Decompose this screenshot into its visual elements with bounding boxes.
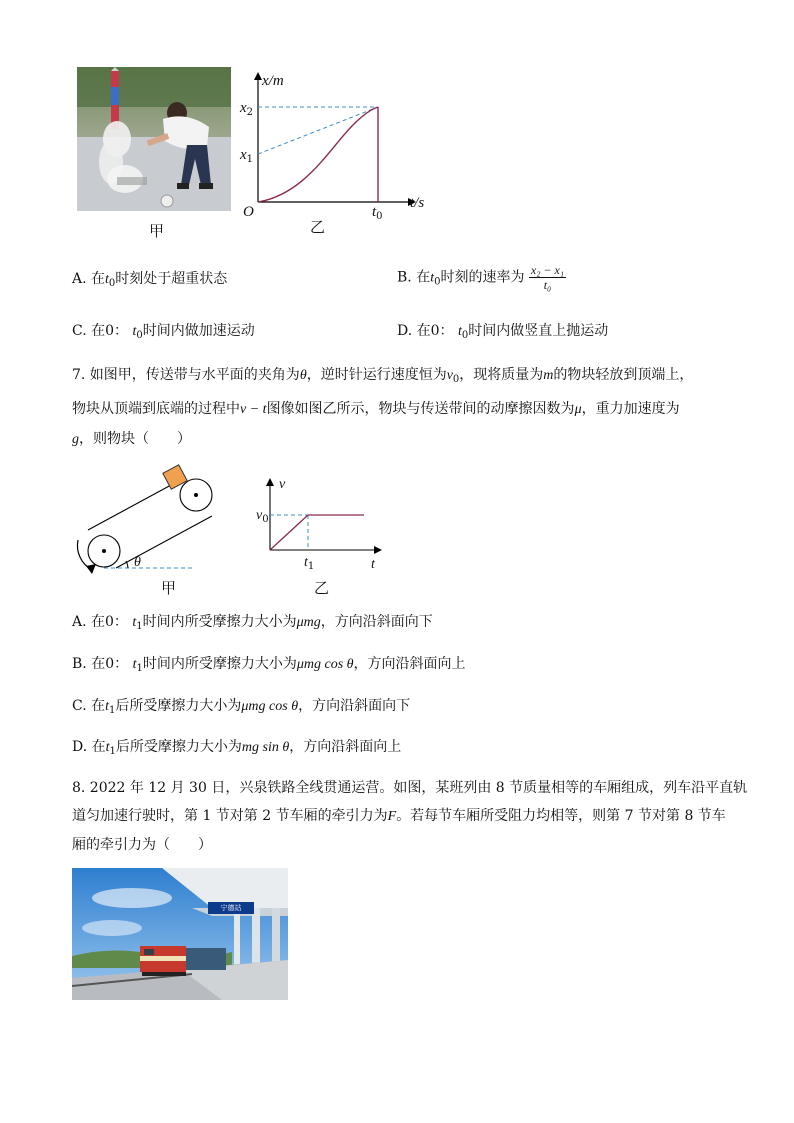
q6-option-b[interactable]: B. 在$t_0$时刻的速率为 $\frac{\text{x₂ − x₁}}{\text{t₀}}$ bbox=[397, 263, 565, 292]
q7-stem-line2: 物块从顶端到底端的过程中v − t图像如图乙所示，物块与传送带间的动摩擦因数为μ，重力加速度为 bbox=[72, 401, 680, 417]
conveyor-belt-diagram bbox=[66, 460, 226, 580]
q8-stem-line1: 8. 2022 年 12 月 30 日，兴泉铁路全线贯通运营。如图，某班列由 8 节质量相等的车厢组成，列车沿平直轨 bbox=[72, 780, 748, 796]
q6-option-d[interactable]: D. 在0： $t_0$时间内做竖直上抛运动 bbox=[397, 323, 609, 341]
q6-option-a[interactable]: A. 在$t_0$时刻处于超重状态 bbox=[72, 271, 228, 289]
q7-option-b[interactable]: B. 在0： $t_1$时间内所受摩擦力大小为μmg cos θ，方向沿斜面向上 bbox=[72, 656, 466, 674]
q7-fig-yi-caption: 乙 bbox=[314, 579, 330, 597]
q7-stem-line1: 7. 如图甲，传送带与水平面的夹角为θ，逆时针运行速度恒为$v_0$，现将质量为m的物块轻放到顶端上， bbox=[72, 367, 694, 385]
q8-stem-line3: 厢的牵引力为（ ） bbox=[72, 837, 212, 853]
q7-option-c[interactable]: C. 在$t_1$后所受摩擦力大小为μmg cos θ，方向沿斜面向下 bbox=[72, 698, 411, 716]
q8-stem-line2: 道匀加速行驶时，第 1 节对第 2 节车厢的牵引力为F。若每节车厢所受阻力均相等，则第 7 节对第 8 节车 bbox=[72, 808, 726, 824]
q7-option-a[interactable]: A. 在0： $t_1$时间内所受摩擦力大小为μmg，方向沿斜面向下 bbox=[72, 614, 433, 632]
q6-option-c[interactable]: C. 在0： $t_0$时间内做加速运动 bbox=[72, 323, 255, 341]
q6-t0-label: $t_0$ bbox=[372, 204, 383, 222]
q7-stem-line3: g，则物块（ ） bbox=[72, 431, 191, 447]
q7-graph-t-label: t bbox=[371, 557, 375, 572]
q6-y-axis-label: x/m bbox=[262, 73, 284, 89]
q6-x1-label: $x_1$ bbox=[240, 147, 254, 165]
q6-x2-label: $x_2$ bbox=[240, 100, 254, 118]
q6-b-fraction: $\frac{\text{x₂ − x₁}}{\text{t₀}}$ bbox=[530, 263, 565, 292]
q7-option-d[interactable]: D. 在$t_1$后所受摩擦力大小为mg sin θ，方向沿斜面向上 bbox=[72, 739, 402, 757]
q7-graph-t1-label: $t_1$ bbox=[304, 555, 315, 572]
rocket-photo bbox=[77, 67, 231, 211]
q6-x-axis-label: t/s bbox=[410, 195, 425, 211]
q6-fig-jia-caption: 甲 bbox=[149, 222, 165, 240]
q7-graph-v0-label: $v_0$ bbox=[256, 508, 269, 525]
station-sign-text: 宁德站 bbox=[220, 904, 242, 912]
train-station-photo bbox=[72, 868, 288, 1000]
q7-graph-v-label: v bbox=[279, 477, 286, 492]
q6-fig-yi-caption: 乙 bbox=[310, 218, 326, 236]
q7-theta-label: θ bbox=[134, 555, 141, 570]
q6-origin-label: O bbox=[243, 204, 254, 220]
q7-fig-jia-caption: 甲 bbox=[161, 579, 177, 597]
